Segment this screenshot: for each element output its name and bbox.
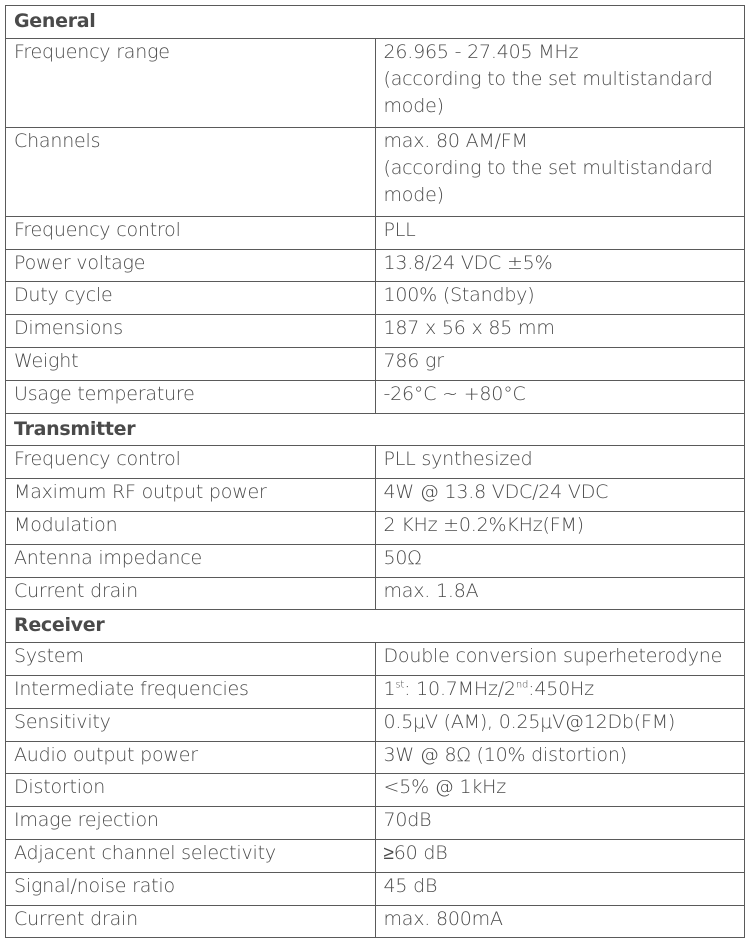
param-label: Image rejection (6, 807, 376, 840)
param-value: 786 gr (375, 347, 745, 380)
param-value: max. 800mA (375, 905, 745, 938)
param-value: Double conversion superheterodyne (375, 643, 745, 676)
table-row (6, 643, 745, 676)
param-value: -26°C ~ +80°C (375, 380, 745, 413)
param-label: Antenna impedance (6, 544, 376, 577)
param-label: Frequency range (6, 38, 376, 127)
param-value: 1st: 10.7MHz/2nd:450Hz (375, 675, 745, 708)
section-header-general (6, 6, 745, 39)
param-value: 187 x 56 x 85 mm (375, 315, 745, 348)
table-row (6, 774, 745, 807)
table-row (6, 127, 745, 216)
param-label: Frequency control (6, 216, 376, 249)
param-value: max. 80 AM/FM (according to the set multistandard mode) (375, 127, 745, 216)
table-row (6, 282, 745, 315)
param-label: Current drain (6, 905, 376, 938)
specifications-table (5, 5, 745, 938)
param-label: Channels (6, 127, 376, 216)
param-value: <5% @ 1kHz (375, 774, 745, 807)
table-row (6, 380, 745, 413)
table-row (6, 511, 745, 544)
param-label: Power voltage (6, 249, 376, 282)
param-label: Sensitivity (6, 708, 376, 741)
table-row (6, 249, 745, 282)
param-value: 4W @ 13.8 VDC/24 VDC (375, 479, 745, 512)
table-row (6, 577, 745, 610)
table-row (6, 544, 745, 577)
param-label: Intermediate frequencies (6, 675, 376, 708)
param-value: 50Ω (375, 544, 745, 577)
section-title: Receiver (6, 610, 745, 643)
table-row (6, 446, 745, 479)
param-label: System (6, 643, 376, 676)
param-value: 70dB (375, 807, 745, 840)
table-row (6, 741, 745, 774)
section-header-receiver (6, 610, 745, 643)
table-row (6, 708, 745, 741)
section-title: General (6, 6, 745, 39)
param-value: 26.965 - 27.405 MHz (according to the set multistandard mode) (375, 38, 745, 127)
param-label: Frequency control (6, 446, 376, 479)
table-row (6, 872, 745, 905)
table-row (6, 315, 745, 348)
table-row (6, 675, 745, 708)
param-label: Duty cycle (6, 282, 376, 315)
param-value: PLL (375, 216, 745, 249)
param-value: ≥60 dB (375, 839, 745, 872)
param-value: 100% (Standby) (375, 282, 745, 315)
param-label: Distortion (6, 774, 376, 807)
param-label: Usage temperature (6, 380, 376, 413)
param-label: Adjacent channel selectivity (6, 839, 376, 872)
param-value: 13.8/24 VDC ±5% (375, 249, 745, 282)
section-title: Transmitter (6, 413, 745, 446)
table-row (6, 38, 745, 127)
table-row (6, 807, 745, 840)
param-label: Maximum RF output power (6, 479, 376, 512)
param-label: Audio output power (6, 741, 376, 774)
table-row (6, 347, 745, 380)
section-header-transmitter (6, 413, 745, 446)
param-label: Weight (6, 347, 376, 380)
param-value: max. 1.8A (375, 577, 745, 610)
param-label: Signal/noise ratio (6, 872, 376, 905)
table-row (6, 905, 745, 938)
param-value: 2 KHz ±0.2%KHz(FM) (375, 511, 745, 544)
param-label: Current drain (6, 577, 376, 610)
param-value: PLL synthesized (375, 446, 745, 479)
param-label: Dimensions (6, 315, 376, 348)
table-row (6, 479, 745, 512)
table-row (6, 216, 745, 249)
param-value: 3W @ 8Ω (10% distortion) (375, 741, 745, 774)
param-value: 45 dB (375, 872, 745, 905)
table-row (6, 839, 745, 872)
param-value: 0.5μV (AM), 0.25μV@12Db(FM) (375, 708, 745, 741)
param-label: Modulation (6, 511, 376, 544)
